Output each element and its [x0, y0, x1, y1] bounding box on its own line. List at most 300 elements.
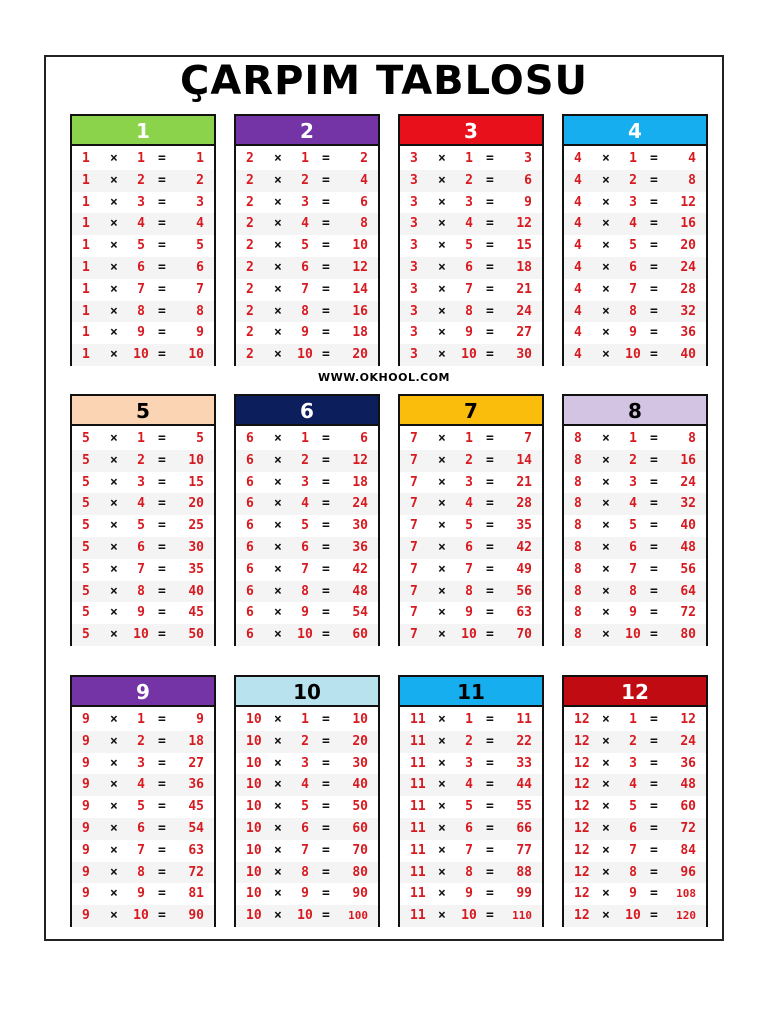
equals-sign: = [650, 908, 658, 924]
equals-sign: = [486, 452, 494, 468]
multiplier: 8 [137, 303, 145, 319]
multiplier: 5 [301, 518, 309, 534]
times-sign: × [438, 908, 446, 924]
multiplicand: 9 [82, 799, 90, 815]
table-row [236, 731, 378, 753]
multiplicand: 3 [410, 303, 418, 319]
multiplicand: 11 [410, 733, 426, 749]
multiplicand: 12 [574, 755, 590, 771]
table-2 [234, 114, 380, 366]
multiplicand: 5 [82, 452, 90, 468]
product: 32 [680, 303, 696, 319]
table-row [564, 581, 706, 603]
equals-sign: = [650, 583, 658, 599]
times-sign: × [110, 303, 118, 319]
table-row [236, 170, 378, 192]
product: 35 [516, 518, 532, 534]
equals-sign: = [486, 474, 494, 490]
equals-sign: = [158, 799, 166, 815]
multiplicand: 6 [246, 518, 254, 534]
multiplicand: 2 [246, 325, 254, 341]
equals-sign: = [650, 431, 658, 446]
multiplier: 7 [301, 561, 309, 577]
product: 81 [188, 886, 204, 902]
multiplier: 8 [465, 864, 473, 880]
multiplier: 3 [629, 194, 637, 210]
equals-sign: = [486, 627, 494, 643]
multiplier: 1 [465, 431, 473, 446]
multiplier: 9 [301, 325, 309, 341]
multiplicand: 1 [82, 303, 90, 319]
multiplicand: 4 [574, 194, 582, 210]
times-sign: × [602, 303, 610, 319]
times-sign: × [110, 238, 118, 254]
equals-sign: = [158, 755, 166, 771]
product: 21 [516, 281, 532, 297]
table-rows [236, 426, 378, 646]
multiplicand: 7 [410, 518, 418, 534]
table-row [400, 753, 542, 775]
table-row [72, 818, 214, 840]
table-rows [564, 146, 706, 366]
product: 30 [352, 518, 368, 534]
equals-sign: = [322, 325, 330, 341]
multiplier: 3 [137, 474, 145, 490]
times-sign: × [274, 303, 282, 319]
times-sign: × [110, 712, 118, 727]
product: 25 [188, 518, 204, 534]
table-row [72, 170, 214, 192]
multiplier: 6 [301, 539, 309, 555]
times-sign: × [110, 605, 118, 621]
times-sign: × [274, 561, 282, 577]
multiplier: 9 [465, 886, 473, 902]
table-rows [400, 146, 542, 366]
multiplicand: 10 [246, 864, 262, 880]
table-row [236, 624, 378, 646]
multiplier: 2 [465, 733, 473, 749]
product: 14 [352, 281, 368, 297]
times-sign: × [274, 259, 282, 275]
equals-sign: = [650, 347, 658, 363]
table-row [72, 537, 214, 559]
multiplier: 1 [301, 431, 309, 446]
equals-sign: = [486, 842, 494, 858]
multiplicand: 6 [246, 539, 254, 555]
multiplicand: 7 [410, 539, 418, 555]
product: 8 [688, 431, 696, 446]
multiplier: 4 [465, 777, 473, 793]
times-sign: × [438, 151, 446, 166]
times-sign: × [110, 799, 118, 815]
times-sign: × [602, 777, 610, 793]
equals-sign: = [158, 733, 166, 749]
equals-sign: = [650, 605, 658, 621]
table-row [400, 148, 542, 170]
equals-sign: = [322, 474, 330, 490]
multiplicand: 9 [82, 864, 90, 880]
multiplier: 10 [133, 347, 149, 363]
product: 36 [352, 539, 368, 555]
product: 16 [680, 452, 696, 468]
product: 6 [360, 194, 368, 210]
equals-sign: = [158, 777, 166, 793]
product: 5 [196, 238, 204, 254]
multiplicand: 5 [82, 431, 90, 446]
product: 63 [516, 605, 532, 621]
table-row [236, 515, 378, 537]
table-row [236, 709, 378, 731]
multiplier: 6 [301, 820, 309, 836]
table-row [236, 840, 378, 862]
product: 28 [680, 281, 696, 297]
times-sign: × [438, 777, 446, 793]
product: 22 [516, 733, 532, 749]
table-row [236, 301, 378, 323]
equals-sign: = [322, 347, 330, 363]
equals-sign: = [486, 886, 494, 902]
table-header: 1 [72, 116, 214, 146]
table-row [236, 818, 378, 840]
multiplicand: 3 [410, 238, 418, 254]
multiplicand: 11 [410, 755, 426, 771]
times-sign: × [602, 216, 610, 232]
product: 18 [352, 474, 368, 490]
times-sign: × [274, 347, 282, 363]
equals-sign: = [486, 259, 494, 275]
table-row [564, 537, 706, 559]
multiplicand: 1 [82, 347, 90, 363]
times-sign: × [274, 452, 282, 468]
table-row [236, 148, 378, 170]
table-row [72, 905, 214, 927]
table-row [564, 428, 706, 450]
product: 8 [196, 303, 204, 319]
table-row [236, 192, 378, 214]
table-rows [564, 426, 706, 646]
product: 35 [188, 561, 204, 577]
multiplier: 6 [137, 259, 145, 275]
times-sign: × [438, 431, 446, 446]
times-sign: × [438, 712, 446, 727]
multiplicand: 12 [574, 799, 590, 815]
equals-sign: = [650, 820, 658, 836]
multiplier: 10 [133, 908, 149, 924]
equals-sign: = [650, 238, 658, 254]
table-row [564, 257, 706, 279]
times-sign: × [602, 496, 610, 512]
product: 3 [196, 194, 204, 210]
multiplier: 4 [301, 777, 309, 793]
multiplicand: 11 [410, 712, 426, 727]
table-5 [70, 394, 216, 646]
product: 1 [196, 151, 204, 166]
equals-sign: = [486, 216, 494, 232]
multiplier: 2 [301, 452, 309, 468]
table-row [400, 774, 542, 796]
multiplier: 2 [137, 733, 145, 749]
table-rows [564, 707, 706, 927]
multiplier: 10 [461, 627, 477, 643]
multiplier: 2 [301, 733, 309, 749]
multiplicand: 8 [574, 518, 582, 534]
product: 24 [680, 259, 696, 275]
product: 4 [688, 151, 696, 166]
multiplier: 4 [629, 216, 637, 232]
multiplier: 2 [137, 172, 145, 188]
table-row [400, 559, 542, 581]
equals-sign: = [158, 431, 166, 446]
times-sign: × [110, 561, 118, 577]
equals-sign: = [486, 325, 494, 341]
table-row [236, 322, 378, 344]
multiplicand: 5 [82, 496, 90, 512]
multiplicand: 9 [82, 908, 90, 924]
product: 5 [196, 431, 204, 446]
multiplicand: 5 [82, 583, 90, 599]
multiplier: 3 [301, 474, 309, 490]
multiplicand: 12 [574, 820, 590, 836]
table-11 [398, 675, 544, 927]
multiplier: 10 [133, 627, 149, 643]
multiplicand: 1 [82, 325, 90, 341]
multiplicand: 2 [246, 194, 254, 210]
equals-sign: = [158, 886, 166, 902]
multiplicand: 6 [246, 561, 254, 577]
product: 77 [516, 842, 532, 858]
product: 36 [188, 777, 204, 793]
multiplier: 10 [461, 908, 477, 924]
product: 2 [360, 151, 368, 166]
multiplicand: 9 [82, 886, 90, 902]
multiplier: 5 [629, 238, 637, 254]
multiplicand: 5 [82, 539, 90, 555]
product: 70 [352, 842, 368, 858]
product: 48 [352, 583, 368, 599]
table-row [72, 493, 214, 515]
multiplicand: 12 [574, 842, 590, 858]
multiplicand: 10 [246, 712, 262, 727]
multiplicand: 4 [574, 172, 582, 188]
table-row [564, 883, 706, 905]
times-sign: × [438, 518, 446, 534]
equals-sign: = [158, 627, 166, 643]
product: 56 [516, 583, 532, 599]
multiplicand: 7 [410, 583, 418, 599]
product: 99 [516, 886, 532, 902]
equals-sign: = [650, 259, 658, 275]
table-row [400, 192, 542, 214]
table-row [236, 472, 378, 494]
page-title: ÇARPIM TABLOSU [179, 58, 589, 104]
multiplier: 4 [629, 777, 637, 793]
equals-sign: = [322, 799, 330, 815]
equals-sign: = [486, 194, 494, 210]
equals-sign: = [650, 886, 658, 902]
product: 10 [188, 347, 204, 363]
product: 42 [352, 561, 368, 577]
table-row [564, 862, 706, 884]
product: 40 [188, 583, 204, 599]
table-row [236, 344, 378, 366]
times-sign: × [110, 281, 118, 297]
multiplicand: 1 [82, 216, 90, 232]
product: 24 [680, 474, 696, 490]
times-sign: × [602, 539, 610, 555]
multiplicand: 5 [82, 605, 90, 621]
multiplicand: 2 [246, 259, 254, 275]
equals-sign: = [486, 820, 494, 836]
table-row [236, 862, 378, 884]
website-label: WWW.OKHOOL.COM [317, 371, 451, 384]
multiplicand: 4 [574, 303, 582, 319]
table-row [72, 559, 214, 581]
multiplicand: 1 [82, 151, 90, 166]
times-sign: × [438, 799, 446, 815]
table-row [564, 602, 706, 624]
table-row [72, 235, 214, 257]
times-sign: × [110, 886, 118, 902]
multiplier: 6 [629, 539, 637, 555]
multiplier: 9 [137, 605, 145, 621]
times-sign: × [602, 347, 610, 363]
table-header: 4 [564, 116, 706, 146]
equals-sign: = [158, 281, 166, 297]
equals-sign: = [486, 864, 494, 880]
product: 4 [360, 172, 368, 188]
table-row [400, 731, 542, 753]
times-sign: × [602, 583, 610, 599]
times-sign: × [274, 539, 282, 555]
table-header: 7 [400, 396, 542, 426]
table-row [72, 213, 214, 235]
product: 66 [516, 820, 532, 836]
table-row [72, 428, 214, 450]
times-sign: × [438, 864, 446, 880]
equals-sign: = [158, 216, 166, 232]
table-row [236, 774, 378, 796]
multiplicand: 11 [410, 908, 426, 924]
times-sign: × [110, 518, 118, 534]
multiplicand: 11 [410, 777, 426, 793]
product: 100 [348, 909, 368, 923]
table-header: 11 [400, 677, 542, 707]
table-rows [236, 707, 378, 927]
table-row [236, 602, 378, 624]
multiplicand: 12 [574, 908, 590, 924]
product: 72 [680, 820, 696, 836]
multiplier: 2 [629, 733, 637, 749]
table-row [72, 862, 214, 884]
table-row [72, 344, 214, 366]
equals-sign: = [650, 777, 658, 793]
product: 42 [516, 539, 532, 555]
equals-sign: = [650, 755, 658, 771]
multiplier: 9 [301, 605, 309, 621]
equals-sign: = [158, 605, 166, 621]
multiplier: 8 [465, 583, 473, 599]
multiplicand: 6 [246, 627, 254, 643]
times-sign: × [274, 474, 282, 490]
equals-sign: = [322, 216, 330, 232]
multiplicand: 4 [574, 216, 582, 232]
multiplier: 5 [137, 799, 145, 815]
product: 40 [680, 518, 696, 534]
table-3 [398, 114, 544, 366]
table-row [400, 301, 542, 323]
multiplier: 4 [137, 216, 145, 232]
multiplier: 9 [629, 605, 637, 621]
times-sign: × [110, 842, 118, 858]
table-row [564, 559, 706, 581]
equals-sign: = [650, 216, 658, 232]
multiplier: 4 [137, 777, 145, 793]
times-sign: × [274, 325, 282, 341]
times-sign: × [110, 733, 118, 749]
multiplier: 3 [137, 194, 145, 210]
times-sign: × [438, 627, 446, 643]
equals-sign: = [158, 151, 166, 166]
product: 3 [524, 151, 532, 166]
product: 30 [516, 347, 532, 363]
multiplicand: 3 [410, 259, 418, 275]
table-row [564, 235, 706, 257]
multiplier: 8 [301, 303, 309, 319]
equals-sign: = [486, 431, 494, 446]
times-sign: × [274, 216, 282, 232]
product: 9 [524, 194, 532, 210]
times-sign: × [438, 496, 446, 512]
multiplier: 6 [137, 539, 145, 555]
multiplicand: 2 [246, 303, 254, 319]
multiplier: 8 [137, 864, 145, 880]
table-row [72, 322, 214, 344]
product: 50 [352, 799, 368, 815]
equals-sign: = [322, 238, 330, 254]
product: 12 [680, 194, 696, 210]
times-sign: × [438, 325, 446, 341]
multiplier: 8 [301, 583, 309, 599]
product: 64 [680, 583, 696, 599]
equals-sign: = [486, 347, 494, 363]
times-sign: × [110, 194, 118, 210]
product: 24 [516, 303, 532, 319]
times-sign: × [602, 431, 610, 446]
equals-sign: = [158, 238, 166, 254]
equals-sign: = [158, 194, 166, 210]
multiplicand: 7 [410, 431, 418, 446]
product: 20 [188, 496, 204, 512]
multiplicand: 7 [410, 496, 418, 512]
equals-sign: = [158, 474, 166, 490]
equals-sign: = [158, 583, 166, 599]
equals-sign: = [158, 347, 166, 363]
multiplier: 7 [465, 561, 473, 577]
table-row [400, 796, 542, 818]
multiplicand: 2 [246, 216, 254, 232]
multiplicand: 9 [82, 755, 90, 771]
times-sign: × [274, 518, 282, 534]
table-row [400, 581, 542, 603]
table-row [400, 493, 542, 515]
multiplier: 5 [137, 518, 145, 534]
times-sign: × [438, 842, 446, 858]
equals-sign: = [158, 518, 166, 534]
product: 49 [516, 561, 532, 577]
multiplicand: 10 [246, 733, 262, 749]
multiplicand: 6 [246, 474, 254, 490]
multiplier: 1 [137, 712, 145, 727]
